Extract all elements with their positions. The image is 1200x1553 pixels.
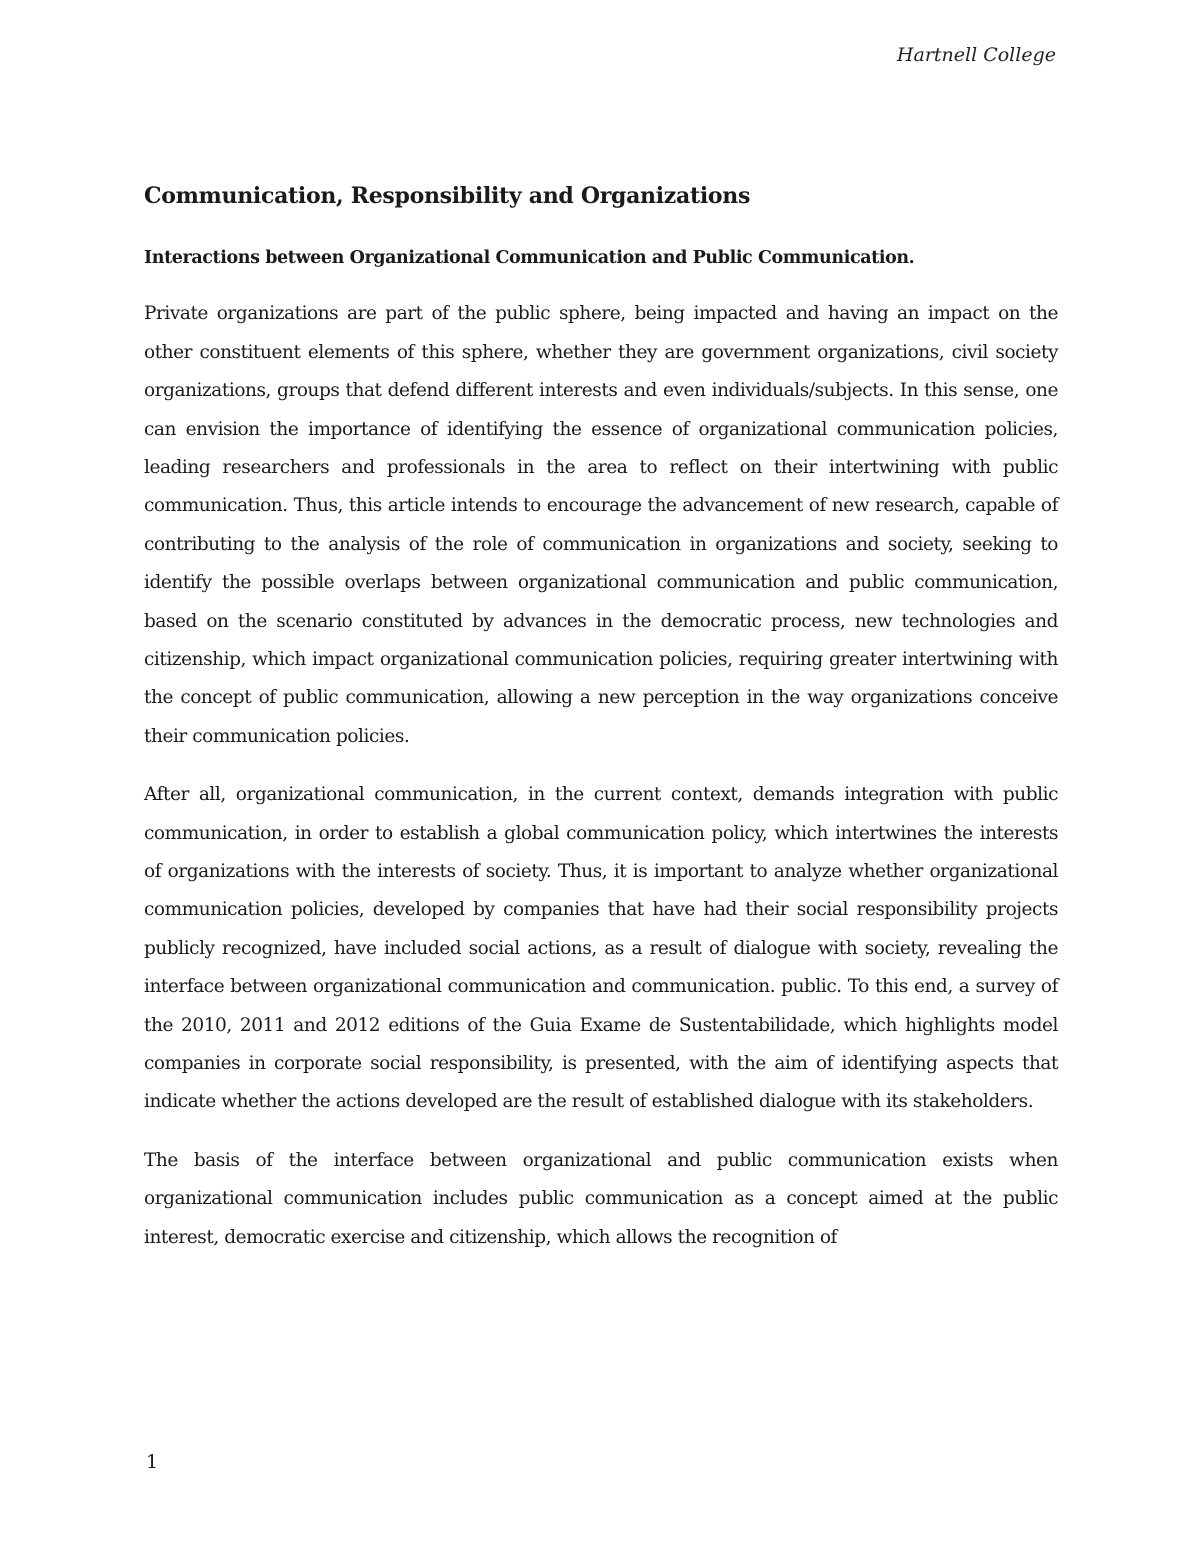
document-body: [144, 182, 1058, 1277]
document-title: Communication, Responsibility and Organizations: [144, 183, 751, 209]
paragraph: After all, organizational communication, in the current context, demands integration with public communication, in order to establish a global communication policy, which intertwines the interests of organizations with the interests of society. Thus, it is important to analyze whether organizational communication policies, developed by companies that have had their social responsibility projects publicly recognized, have included social actions, as a result of dialogue with society, revealing the interface between organizational communication and communication. public. To this end, a survey of the 2010, 2011 and 2012 editions of the Guia Exame de Sustentabilidade, which highlights model companies in corporate social responsibility, is presented, with the aim of identifying aspects that indicate whether the actions developed are the result of established dialogue with its stakeholders.: [144, 784, 1058, 1113]
paragraph: Private organizations are part of the public sphere, being impacted and having an impact on the other constituent elements of this sphere, whether they are government organizations, civil society organizations, groups that defend different interests and even individuals/subjects. In this sense, one can envision the importance of identifying the essence of organizational communication policies, leading researchers and professionals in the area to reflect on their intertwining with public communication. Thus, this article intends to encourage the advancement of new research, capable of contributing to the analysis of the role of communication in organizations and society, seeking to identify the possible overlaps between organizational communication and public communication, based on the scenario constituted by advances in the democratic process, new technologies and citizenship, which impact organizational communication policies, requiring greater intertwining with the concept of public communication, allowing a new perception in the way organizations conceive their communication policies.: [144, 303, 1058, 747]
running-head: Hartnell College: [896, 44, 1056, 66]
page-number: 1: [146, 1451, 159, 1473]
paragraph: The basis of the interface between organizational and public communication exists when organizational communication includes public communication as a concept aimed at the public interest, democratic exercise and citizenship, which allows the recognition of: [144, 1149, 1058, 1248]
document-subtitle: Interactions between Organizational Communication and Public Communication.: [144, 247, 915, 268]
